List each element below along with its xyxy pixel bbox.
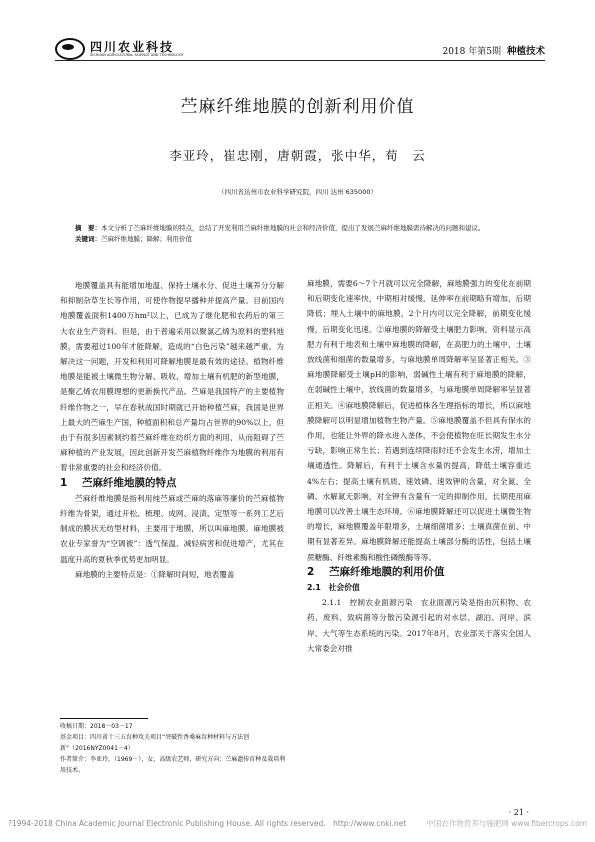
paragraph: 苎麻纤维地膜是指利用纯苎麻或苎麻的落麻等廉价的苎麻植物纤维为骨架，通过开松、梳理、成网、浸渍、定型等一系列工艺后制成的膜状无纺型材料，主要用于地膜，所以叫麻地膜。麻地膜被农业专家誉为“空调被”：透气保温、减轻病害和促进增产，尤其在温度升高的夏秋季优势更加明显。 <box>60 493 284 564</box>
footnote-divider <box>60 718 148 719</box>
issue-info <box>442 43 545 57</box>
section-heading-2: 2 苎麻纤维地膜的利用价值 <box>307 565 445 578</box>
footnote-received: 收稿日期：2018－03－17 <box>60 723 133 730</box>
paper-title: 苎麻纤维地膜的创新利用价值 <box>180 97 415 117</box>
paragraph: 麻地膜的主要特点是：①降解时间短，地表覆盖 <box>75 569 235 579</box>
right-column <box>307 276 531 656</box>
paragraph: 地膜覆盖具有能增加地温、保持土壤水分、促进土壤养分分解和抑制杂草生长等作用，可使作物提早播种并提高产量。目前国内地膜覆盖面积1400万hm²以上，已成为了继化肥和农药后的第三大农业生产资料。但是，由于普遍采用以聚氯乙烯为原料的塑料地膜，需要超过100年才能降解，造成的“白色污染”越来越严重。为解决这一问题，开发和利用可降解地膜是最有效的途径。植物纤维地膜是能被土壤微生物分解、吸收、增加土壤有机肥的新型地膜，是聚乙烯农用膜理想的更新换代产品。苎麻是我国特产的主要植物纤维作物之一，早在春秋战国时期就已开始种植苎麻，我国是世界上最大的苎麻生产国，种植面积和总产量均占世界的90%以上，但由于有很多因素制约着苎麻纤维在纺织方面的利用，从而阻碍了苎麻种植的产业发展，因此创新开发苎麻植物纤维作为地膜的利用有着非常重要的社会和经济价值。 <box>60 281 284 473</box>
paragraph: 麻地膜，需要6～7个月就可以完全降解，麻地膜强力的变化在前期和后期变化速率快，中期相对缓慢，延伸率在前期略有增加，后期降低；埋入土壤中的麻地膜，2个月内可以完全降解，前期变化缓慢，后期变化迅速。②麻地膜的降解受土壤肥力影响，资料显示高肥力有利于地表和土壤中麻地膜的降解，在高肥力的土壤中，土壤放线菌和细菌的数量增多，与麻地膜单周降解率呈显著正相关。③麻地膜降解受土壤pH的影响，弱碱性土壤有利于麻地膜的降解，在弱碱性土壤中，放线菌的数量增多，与麻地膜单周降解率呈显著正相关。④麻地膜降解后，促进植株各生理指标的增长，所以麻地膜降解可以明显增加植物生物产量。⑤麻地膜覆盖不但具有保水的作用，也能让外界的降水进入垄体，不会使植物在旺长期发生水分亏缺，影响正常生长；若遇到连续降雨时还不会发生水涝，增加土壤通透性。降解后，有利于土壤含水量的提高，降低土壤容重达4%左右；提高土壤有机质、速效磷、速效钾的含量，对全氮、全磷、水解氮无影响，对全钾有含量有一定的抑制作用，长期使用麻地膜可以改善土壤生态环境。⑥麻地膜降解还可以促进土壤微生物的增长，麻地膜覆盖年限增多，土壤细菌增多；土壤真菌在前、中期有显著差异。麻地膜降解还能提高土壤部分酶的活性，包括土壤蔗糖酶、纤维素酶和酸性磷酸酶等等。 <box>307 279 531 562</box>
keywords-text: 苎麻纤维地膜；降解；利用价值 <box>101 235 192 243</box>
paragraph: 2.1.1 控制农业面源污染 农业面源污染是指由沉积物、农药、废料、致病菌等分散污染源引起的对水层、湖泊、河岸、滨岸、大气等生态系统的污染。2017年8月，农业部关于落实全国人大常委会对推 <box>307 598 531 653</box>
footnote <box>60 721 288 776</box>
journal-logo-icon <box>55 38 85 60</box>
journal-name-en: SICHUAN AGRICULTURAL SCIENCE AND TECHNOLOGY <box>90 52 184 57</box>
page-number: · 21 · <box>508 808 529 817</box>
journal-name-cn: 四川农业科技 <box>90 39 175 54</box>
copyright-line: ?1994-2018 China Academic Journal Electronic Publishing House. All rights reserved. http://www.cnki.net <box>8 819 407 828</box>
issue-number: 2018 年第5期 <box>442 47 501 57</box>
affiliation: （四川省达州市农业科学研究院，四川 达州 635000） <box>218 188 377 196</box>
abstract-block <box>75 223 523 245</box>
abstract-label: 摘 要： <box>75 224 101 232</box>
author-list: 李亚玲，崔忠刚，唐朝霞，张中华，荀 云 <box>169 148 426 163</box>
footnote-fund: 基金项目：四川省十三五育种攻关项目“突破性香桑麻育种材料与方法创新”（2016NYZ0041－4） <box>60 734 250 752</box>
journal-logo <box>55 38 184 60</box>
abstract-text: 本文分析了苎麻纤维地膜的特点，总结了开发利用苎麻纤维地膜的社会和经济价值，提出了发展苎麻纤维地膜需待解决的问题和建议。 <box>101 224 485 232</box>
left-column <box>60 278 284 582</box>
footnote-bio: 作者简介：李亚玲，（1969－），女，高级农艺师，研究方向：苎麻遗传育种及栽培利用技术。 <box>60 756 286 774</box>
keywords-label: 关键词： <box>75 235 101 243</box>
subsection-heading: 2.1 社会价值 <box>307 583 360 593</box>
site-watermark: 中国农作物营养与施肥网 www.fibercrops.com <box>426 819 587 828</box>
column-name: 种植技术 <box>506 46 545 57</box>
running-header <box>55 36 545 61</box>
section-heading-1: 1 苎麻纤维地膜的特点 <box>60 476 177 489</box>
